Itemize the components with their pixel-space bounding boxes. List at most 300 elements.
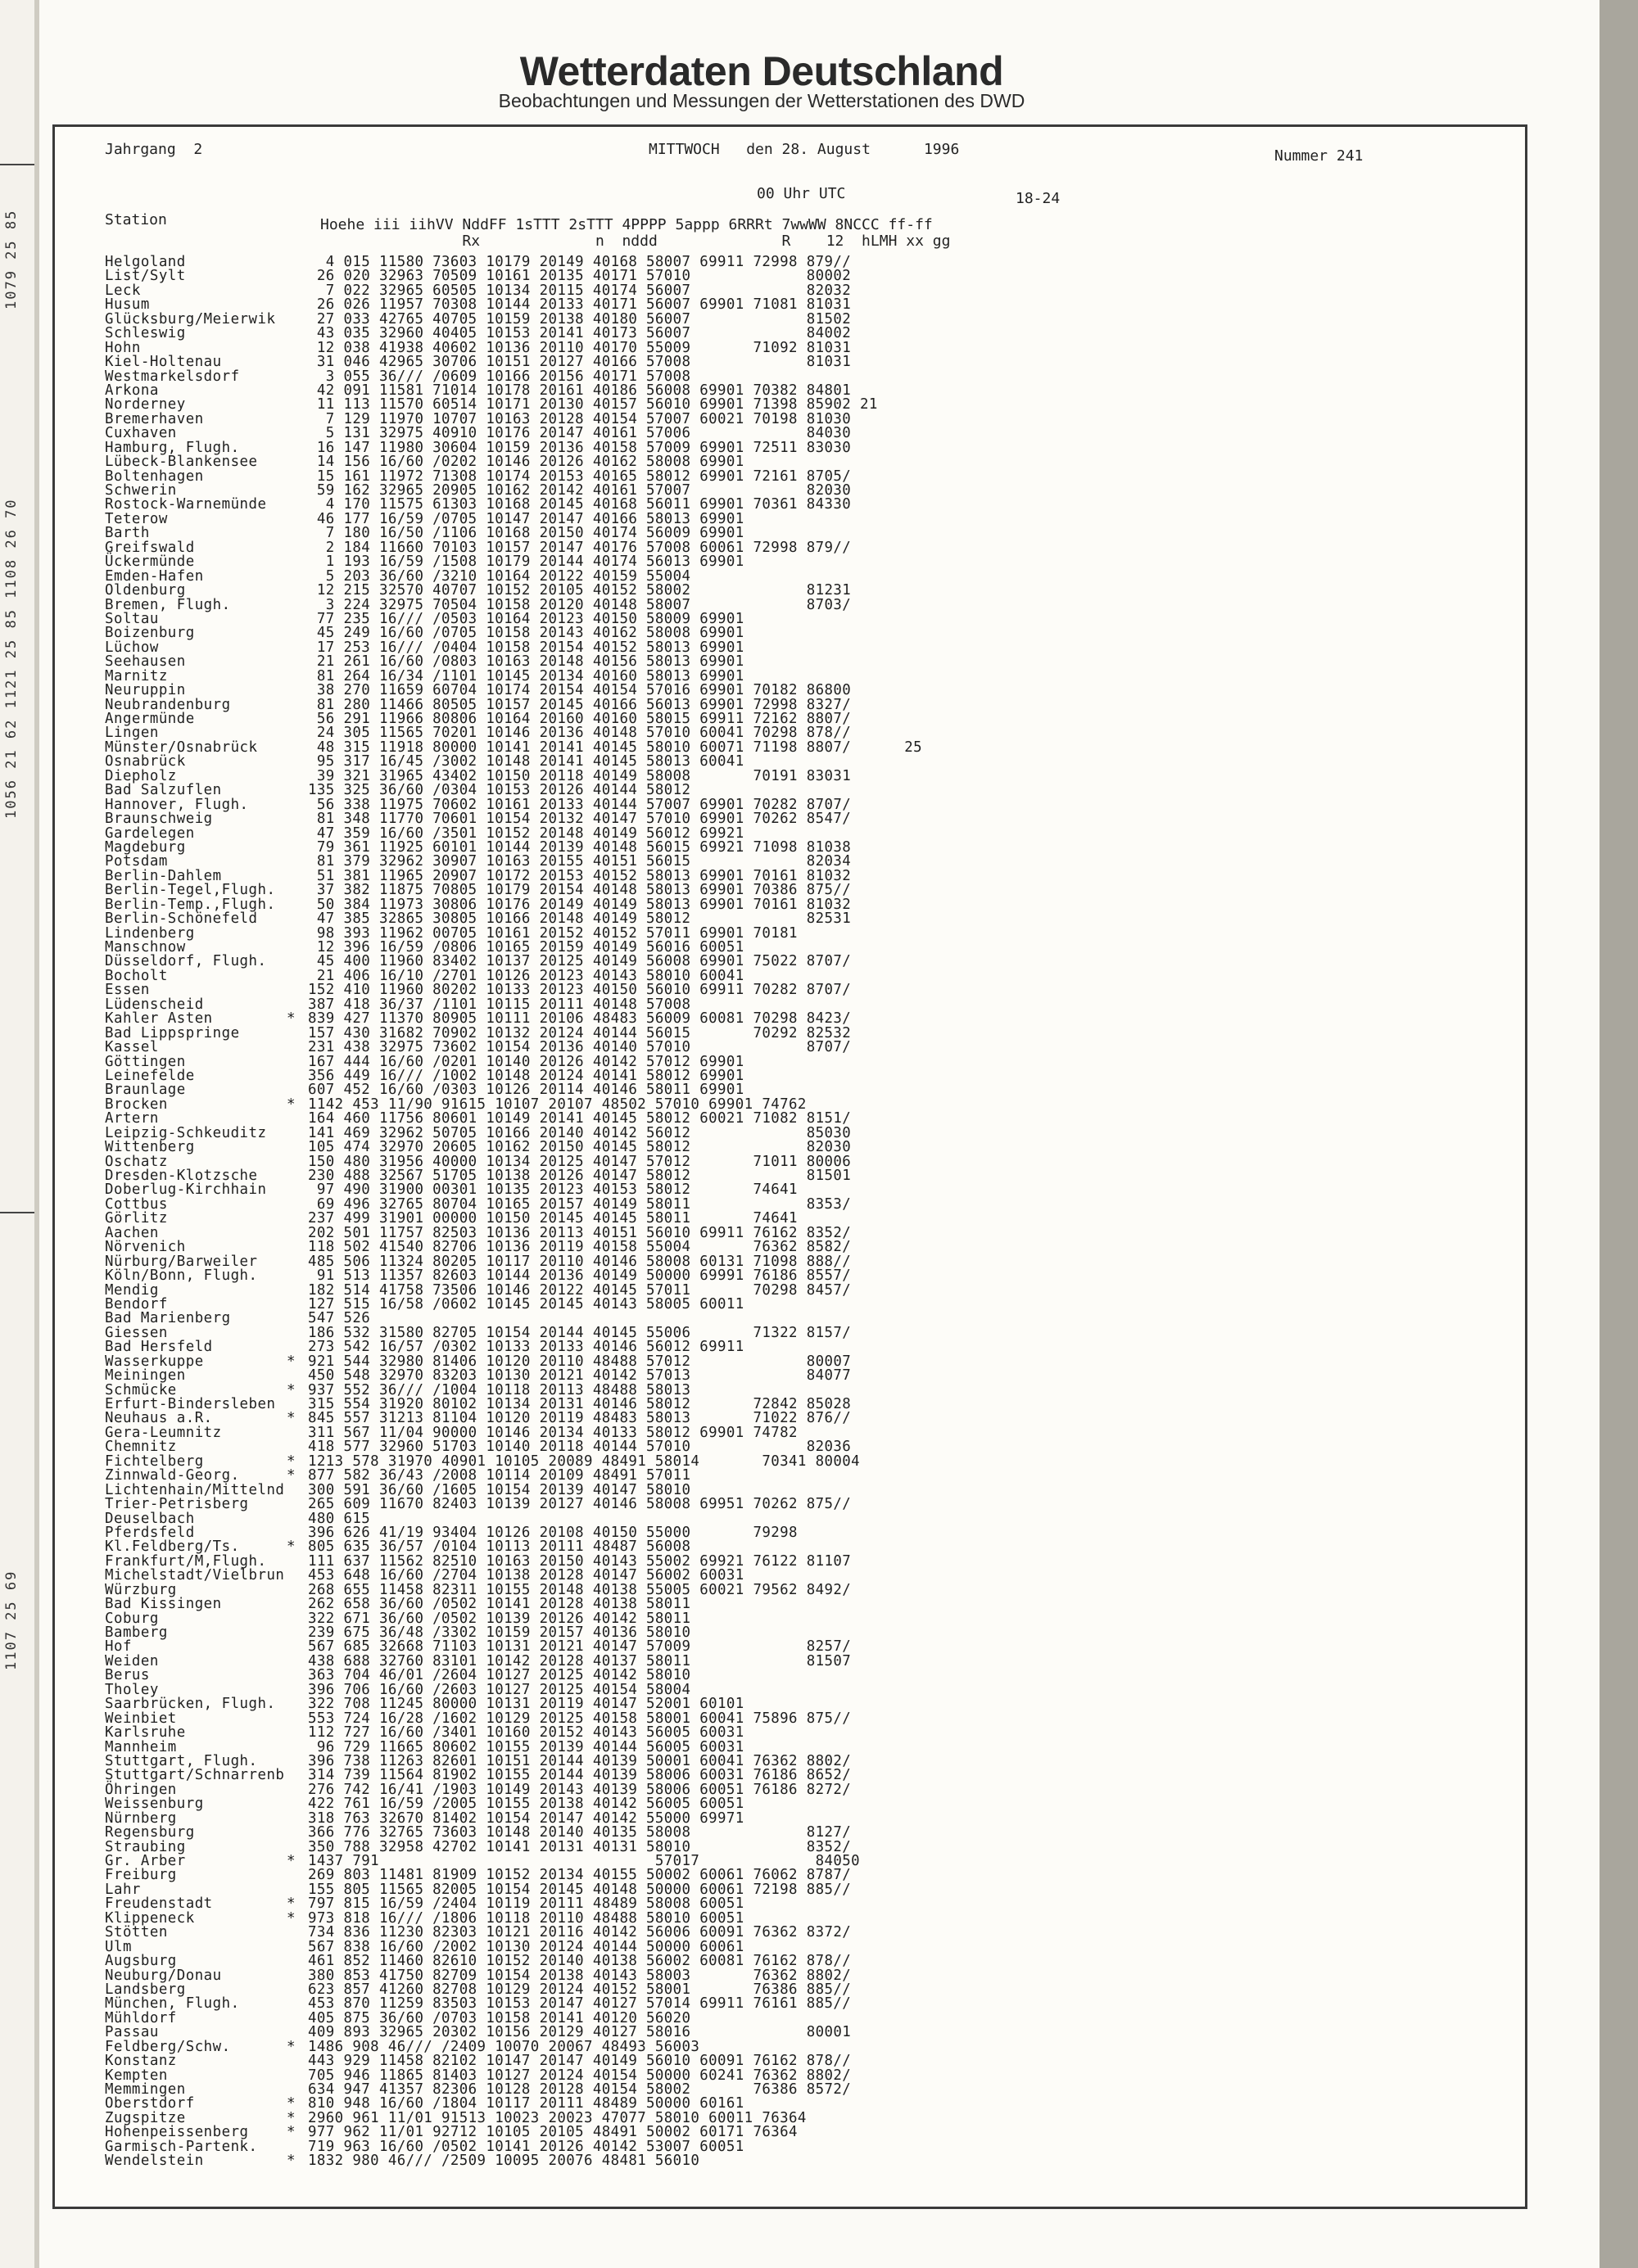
station-name: Osnabrück bbox=[105, 753, 186, 770]
period-header: 18-24 bbox=[1016, 190, 1061, 207]
station-name: Lübeck-Blankensee bbox=[105, 454, 258, 471]
station-name: Passau bbox=[105, 2024, 159, 2041]
station-name: Weinbiet bbox=[105, 1710, 177, 1727]
station-name: Stuttgart/Schnarrenb bbox=[105, 1767, 285, 1784]
station-values: 77 235 16/// /0503 10164 20123 40150 58009 69901 bbox=[308, 610, 744, 627]
table-row bbox=[105, 1926, 1079, 1940]
station-name: Gera-Leumnitz bbox=[105, 1424, 222, 1441]
station-values: 810 948 16/60 /1804 10117 20111 48489 50000 60161 bbox=[308, 2095, 744, 2112]
station-values: 634 947 41357 82306 10128 20128 40154 58002 76386 8572/ bbox=[308, 2081, 852, 2098]
station-values: 567 838 16/60 /2002 10130 20124 40144 50000 60061 bbox=[308, 1938, 744, 1955]
station-name: Norderney bbox=[105, 396, 186, 413]
station-values: 1486 908 46/// /2409 10070 20067 48493 56003 bbox=[308, 2038, 700, 2055]
station-name: Leck bbox=[105, 282, 141, 299]
side-number: 1056 21 62 1121 25 85 1108 26 70 bbox=[3, 498, 20, 819]
station-name: Coburg bbox=[105, 1610, 159, 1627]
station-values: 480 615 bbox=[308, 1510, 371, 1527]
station-values: 186 532 31580 82705 10154 20144 40145 55006 71322 8157/ bbox=[308, 1324, 852, 1341]
station-values: 1437 791 57017 84050 bbox=[308, 1853, 860, 1869]
station-values: 705 946 11865 81403 10127 20124 40154 50000 60241 76362 8802/ bbox=[308, 2067, 852, 2084]
station-values: 91 513 11357 82603 10144 20136 40149 50000 69991 76186 8557/ bbox=[308, 1267, 852, 1285]
station-values: 152 410 11960 80202 10133 20123 40150 56010 69911 70282 8707/ bbox=[308, 982, 852, 999]
station-name: Hohn bbox=[105, 339, 141, 356]
station-name: Schwerin bbox=[105, 482, 177, 499]
station-name: Bad Lippspringe bbox=[105, 1024, 240, 1041]
station-values: 7 022 32965 60505 10134 20115 40174 56007 82032 bbox=[308, 282, 852, 299]
station-name: Nürburg/Barweiler bbox=[105, 1253, 258, 1270]
station-values: 14 156 16/60 /0202 10146 20126 40162 58008 69901 bbox=[308, 454, 744, 471]
station-values: 45 249 16/60 /0705 10158 20143 40162 58008 69901 bbox=[308, 625, 744, 642]
side-divider bbox=[0, 1212, 34, 1213]
table-row bbox=[105, 1726, 1079, 1740]
station-values: 839 427 11370 80905 10111 20106 48483 56009 60081 70298 8423/ bbox=[308, 1010, 852, 1028]
station-values: 2 184 11660 70103 10157 20147 40176 57008 60061 72998 879// bbox=[308, 539, 852, 556]
station-name: Leinefelde bbox=[105, 1067, 195, 1084]
station-values: 273 542 16/57 /0302 10133 20133 40146 56012 69911 bbox=[308, 1339, 744, 1356]
station-values: 356 449 16/// /1002 10148 20124 40141 58012 69901 bbox=[308, 1067, 744, 1084]
station-values: 12 396 16/59 /0806 10165 20159 40149 56016 60051 bbox=[308, 939, 744, 956]
station-values: 977 962 11/01 92712 10105 20105 48491 50002 60171 76364 bbox=[308, 2124, 798, 2141]
station-name: Husum bbox=[105, 296, 150, 314]
station-name: Barth bbox=[105, 525, 150, 542]
page-subtitle: Beobachtungen und Messungen der Wetterstationen des DWD bbox=[498, 90, 1025, 111]
station-name: Berlin-Dahlem bbox=[105, 867, 222, 884]
table-row bbox=[105, 2054, 1079, 2068]
station-name: Stötten bbox=[105, 1924, 168, 1941]
station-values: 396 738 11263 82601 10151 20144 40139 50001 60041 76362 8802/ bbox=[308, 1752, 852, 1769]
table-row bbox=[105, 455, 1079, 469]
station-values: 1832 980 46/// /2509 10095 20076 48481 56010 bbox=[308, 2153, 700, 2170]
station-values: 150 480 31956 40000 10134 20125 40147 57012 71011 80006 bbox=[308, 1153, 852, 1170]
side-number: 1107 25 69 bbox=[3, 1570, 20, 1670]
station-values: 81 280 11466 80505 10157 20145 40166 56013 69901 72998 8327/ bbox=[308, 696, 852, 713]
station-values: 363 704 46/01 /2604 10127 20125 40142 58010 bbox=[308, 1667, 691, 1684]
table-row bbox=[105, 684, 1079, 698]
station-name: Seehausen bbox=[105, 653, 186, 671]
table-row bbox=[105, 1240, 1079, 1254]
station-values: 164 460 11756 80601 10149 20141 40145 58012 60021 71082 8151/ bbox=[308, 1110, 852, 1127]
station-name: Ückermünde bbox=[105, 553, 195, 571]
station-values: 135 325 36/60 /0304 10153 20126 40144 58012 bbox=[308, 782, 691, 799]
station-name: Wendelstein bbox=[105, 2153, 204, 2170]
station-name: List/Sylt bbox=[105, 268, 186, 285]
station-name: Hamburg, Flugh. bbox=[105, 439, 240, 456]
side-number: 1079 25 85 bbox=[3, 209, 20, 309]
station-name: Öhringen bbox=[105, 1781, 177, 1798]
station-name: Straubing bbox=[105, 1838, 186, 1855]
station-values: 366 776 32765 73603 10148 20140 40135 58008 8127/ bbox=[308, 1824, 852, 1841]
station-name: Soltau bbox=[105, 610, 159, 627]
station-values: 396 626 41/19 93404 10126 20108 40150 55000 79298 bbox=[308, 1524, 798, 1541]
table-row bbox=[105, 1469, 1079, 1483]
station-name: Bremerhaven bbox=[105, 410, 204, 427]
station-name: Fichtelberg bbox=[105, 1453, 204, 1470]
station-name: Köln/Bonn, Flugh. bbox=[105, 1267, 258, 1285]
station-values: 262 658 36/60 /0502 10141 20128 40138 58011 bbox=[308, 1596, 691, 1613]
station-name: Landsberg bbox=[105, 1981, 186, 1998]
column-headers: Hoehe iii iihVV NddFF 1sTTT 2sTTT 4PPPP 5appp 6RRRt 7wwWW 8NCCC ff-ff bbox=[320, 216, 933, 233]
station-values: 405 875 36/60 /0703 10158 20141 40120 56020 bbox=[308, 2009, 691, 2026]
station-name: Angermünde bbox=[105, 711, 195, 727]
station-name: Zinnwald-Georg. bbox=[105, 1467, 240, 1484]
station-name: Lahr bbox=[105, 1881, 141, 1898]
station-values: 127 515 16/58 /0602 10145 20145 40143 58005 60011 bbox=[308, 1295, 744, 1312]
station-name: Feldberg/Schw. bbox=[105, 2038, 231, 2055]
table-row bbox=[105, 584, 1079, 598]
station-values: 450 548 32970 83203 10130 20121 40142 57013 84077 bbox=[308, 1367, 852, 1385]
station-values: 12 038 41938 40602 10136 20110 40170 55009 71092 81031 bbox=[308, 339, 852, 356]
station-values: 418 577 32960 51703 10140 20118 40144 57010 82036 bbox=[308, 1439, 852, 1456]
station-values: 97 490 31900 00301 10135 20123 40153 58012 74641 bbox=[308, 1181, 798, 1199]
station-values: 269 803 11481 81909 10152 20134 40155 50002 60061 76062 8787/ bbox=[308, 1867, 852, 1884]
station-name: Weiden bbox=[105, 1652, 159, 1669]
station-values: 314 739 11564 81902 10155 20144 40139 58006 60031 76186 8652/ bbox=[308, 1767, 852, 1784]
station-name: Würzburg bbox=[105, 1581, 177, 1598]
station-name: Braunlage bbox=[105, 1082, 186, 1099]
station-values: 46 177 16/59 /0705 10147 20147 40166 58013 69901 bbox=[308, 510, 744, 527]
station-values: 26 026 11957 70308 10144 20133 40171 56007 69901 71081 81031 bbox=[308, 296, 852, 314]
station-values: 2960 961 11/01 91513 10023 20023 47077 58010 60011 76364 bbox=[308, 2109, 807, 2126]
station-name: Berlin-Temp.,Flugh. bbox=[105, 896, 276, 913]
station-name: Lingen bbox=[105, 725, 159, 742]
station-values: 45 400 11960 83402 10137 20125 40149 56008 69901 75022 8707/ bbox=[308, 953, 852, 970]
station-name: Nürnberg bbox=[105, 1809, 177, 1827]
station-values: 265 609 11670 82403 10139 20127 40146 58008 69951 70262 875// bbox=[308, 1496, 852, 1513]
station-values: 318 763 32670 81402 10154 20147 40142 55000 69971 bbox=[308, 1809, 744, 1827]
station-name: Cottbus bbox=[105, 1195, 168, 1213]
station-name: Doberlug-Kirchhain bbox=[105, 1181, 267, 1199]
station-name: Berus bbox=[105, 1667, 150, 1684]
station-name: Kempten bbox=[105, 2067, 168, 2084]
station-values: 453 648 16/60 /2704 10138 20128 40147 56002 60031 bbox=[308, 1567, 744, 1584]
station-name: Boltenhagen bbox=[105, 468, 204, 485]
mountain-station-marker: * bbox=[287, 1096, 296, 1113]
station-values: 37 382 11875 70805 10179 20154 40148 58013 69901 70386 875// bbox=[308, 882, 852, 899]
station-values: 350 788 32958 42702 10141 20131 40131 58010 8352/ bbox=[308, 1838, 852, 1855]
table-row bbox=[105, 1597, 1079, 1611]
mountain-station-marker: * bbox=[287, 1467, 296, 1484]
station-values: 141 469 32962 50705 10166 20140 40142 56012 85030 bbox=[308, 1124, 852, 1141]
station-values: 311 567 11/04 90000 10146 20134 40133 58012 69901 74782 bbox=[308, 1424, 798, 1441]
station-name: Neubrandenburg bbox=[105, 696, 231, 713]
station-values: 387 418 36/37 /1101 10115 20111 40148 57008 bbox=[308, 996, 691, 1013]
station-values: 797 815 16/59 /2404 10119 20111 48489 58008 60051 bbox=[308, 1895, 744, 1913]
station-values: 27 033 42765 40705 10159 20138 40180 56007 81502 bbox=[308, 310, 852, 328]
station-values: 443 929 11458 82102 10147 20147 40149 56010 60091 76162 878// bbox=[308, 2053, 852, 2070]
station-name: Meiningen bbox=[105, 1367, 186, 1385]
station-name: Mühldorf bbox=[105, 2009, 177, 2026]
station-values: 805 635 36/57 /0104 10113 20111 48487 56008 bbox=[308, 1538, 691, 1556]
station-values: 12 215 32570 40707 10152 20105 40152 58002 81231 bbox=[308, 582, 852, 599]
station-values: 24 305 11565 70201 10146 20136 40148 57010 60041 70298 878// bbox=[308, 725, 852, 742]
station-name: Memmingen bbox=[105, 2081, 186, 2098]
station-name: Helgoland bbox=[105, 254, 186, 270]
station-values: 43 035 32960 40405 10153 20141 40173 56007 84002 bbox=[308, 325, 852, 342]
station-values: 59 162 32965 20905 10162 20142 40161 57007 82030 bbox=[308, 482, 852, 499]
station-values: 118 502 41540 82706 10136 20119 40158 55004 76362 8582/ bbox=[308, 1239, 852, 1256]
table-row bbox=[105, 555, 1079, 569]
station-values: 438 688 32760 83101 10142 20128 40137 58011 81507 bbox=[308, 1652, 852, 1669]
station-values: 51 381 11965 20907 10172 20153 40152 58013 69901 70161 81032 bbox=[308, 867, 852, 884]
station-name: Kahler Asten bbox=[105, 1010, 213, 1028]
station-name: Saarbrücken, Flugh. bbox=[105, 1696, 276, 1713]
date-label: MITTWOCH den 28. August 1996 bbox=[649, 141, 960, 158]
table-row bbox=[105, 1954, 1079, 1968]
station-name: Bad Hersfeld bbox=[105, 1339, 213, 1356]
station-name: Glücksburg/Meierwik bbox=[105, 310, 276, 328]
station-name: Berlin-Schönefeld bbox=[105, 910, 258, 928]
station-table bbox=[105, 255, 1079, 2169]
station-values: 48 315 11918 80000 10141 20141 40145 58010 60071 71198 8807/ 25 bbox=[308, 739, 923, 756]
station-name: Zugspitze bbox=[105, 2109, 186, 2126]
station-values: 112 727 16/60 /3401 10160 20152 40143 56005 60031 bbox=[308, 1724, 744, 1742]
mountain-station-marker: * bbox=[287, 2095, 296, 2112]
station-name: Aachen bbox=[105, 1224, 159, 1241]
station-name: Kl.Feldberg/Ts. bbox=[105, 1538, 240, 1556]
station-values: 315 554 31920 80102 10134 20131 40146 58012 72842 85028 bbox=[308, 1396, 852, 1412]
station-values: 38 270 11659 60704 10174 20154 40154 57016 69901 70182 86800 bbox=[308, 682, 852, 699]
station-values: 300 591 36/60 /1605 10154 20139 40147 58010 bbox=[308, 1481, 691, 1498]
station-values: 547 526 bbox=[308, 1310, 371, 1327]
table-row bbox=[105, 812, 1079, 826]
station-name: Chemnitz bbox=[105, 1439, 177, 1456]
station-name: Freudenstadt bbox=[105, 1895, 213, 1913]
table-row bbox=[105, 784, 1079, 797]
mountain-station-marker: * bbox=[287, 2109, 296, 2126]
table-row bbox=[105, 1369, 1079, 1383]
station-values: 239 675 36/48 /3302 10159 20157 40136 58010 bbox=[308, 1624, 691, 1641]
station-values: 845 557 31213 81104 10120 20119 48483 58013 71022 876// bbox=[308, 1410, 852, 1427]
jahrgang-label: Jahrgang 2 bbox=[105, 141, 203, 158]
station-values: 5 131 32975 40910 10176 20147 40161 57006 84030 bbox=[308, 425, 852, 442]
station-values: 155 805 11565 82005 10154 20145 40148 50000 60061 72198 885// bbox=[308, 1881, 852, 1898]
station-values: 1142 453 11/90 91615 10107 20107 48502 57010 69901 74762 bbox=[308, 1096, 807, 1113]
station-values: 973 818 16/// /1806 10118 20110 48488 58010 60051 bbox=[308, 1909, 744, 1927]
station-values: 31 046 42965 30706 10151 20127 40166 57008 81031 bbox=[308, 354, 852, 371]
station-values: 17 253 16/// /0404 10158 20154 40152 58013 69901 bbox=[308, 639, 744, 656]
issue-number: Nummer 241 bbox=[1274, 147, 1364, 165]
mountain-station-marker: * bbox=[287, 1010, 296, 1028]
station-name: Gr. Arber bbox=[105, 1853, 186, 1869]
station-name: Görlitz bbox=[105, 1210, 168, 1227]
mountain-station-marker: * bbox=[287, 1453, 296, 1470]
station-values: 5 203 36/60 /3210 10164 20122 40159 55004 bbox=[308, 567, 691, 585]
station-name: Bad Salzuflen bbox=[105, 782, 222, 799]
station-name: Potsdam bbox=[105, 853, 168, 870]
station-name: Schmücke bbox=[105, 1381, 177, 1398]
station-name: Berlin-Tegel,Flugh. bbox=[105, 882, 276, 899]
station-name: Oberstdorf bbox=[105, 2095, 195, 2112]
station-name: Mendig bbox=[105, 1281, 159, 1299]
station-name: Stuttgart, Flugh. bbox=[105, 1752, 258, 1769]
station-name: Neuburg/Donau bbox=[105, 1967, 222, 1984]
station-values: 157 430 31682 70902 10132 20124 40144 56015 70292 82532 bbox=[308, 1024, 852, 1041]
station-name: Trier-Petrisberg bbox=[105, 1496, 249, 1513]
station-name: Augsburg bbox=[105, 1953, 177, 1970]
station-name: Freiburg bbox=[105, 1867, 177, 1884]
station-name: Giessen bbox=[105, 1324, 168, 1341]
station-values: 1 193 16/59 /1508 10179 20144 40174 56013 69901 bbox=[308, 553, 744, 571]
station-values: 39 321 31965 43402 10150 20118 40149 58008 70191 83031 bbox=[308, 767, 852, 784]
station-values: 7 129 11970 10707 10163 20128 40154 57007 60021 70198 81030 bbox=[308, 410, 852, 427]
station-values: 69 496 32765 80704 10165 20157 40149 58011 8353/ bbox=[308, 1195, 852, 1213]
station-values: 105 474 32970 20605 10162 20150 40145 58012 82030 bbox=[308, 1139, 852, 1156]
station-name: Magdeburg bbox=[105, 838, 186, 856]
table-row bbox=[105, 1041, 1079, 1055]
binding-strip bbox=[0, 0, 36, 2268]
station-name: Mannheim bbox=[105, 1738, 177, 1755]
book-edge bbox=[1600, 0, 1638, 2268]
station-values: 921 544 32980 81406 10120 20110 48488 57012 80007 bbox=[308, 1353, 852, 1370]
station-values: 567 685 32668 71103 10131 20121 40147 57009 8257/ bbox=[308, 1638, 852, 1656]
station-values: 3 224 32975 70504 10158 20120 40148 58007 8703/ bbox=[308, 596, 852, 613]
station-values: 26 020 32963 70509 10161 20135 40171 57010 80002 bbox=[308, 268, 852, 285]
station-values: 734 836 11230 82303 10121 20116 40142 56006 60091 76362 8372/ bbox=[308, 1924, 852, 1941]
station-name: Tholey bbox=[105, 1681, 159, 1698]
station-name: Deuselbach bbox=[105, 1510, 195, 1527]
station-values: 623 857 41260 82708 10129 20124 40152 58001 76386 885// bbox=[308, 1981, 852, 1998]
station-name: Arkona bbox=[105, 382, 159, 399]
station-values: 47 359 16/60 /3501 10152 20148 40149 56012 69921 bbox=[308, 825, 744, 842]
station-values: 56 338 11975 70602 10161 20133 40144 57007 69901 70282 8707/ bbox=[308, 796, 852, 813]
station-values: 79 361 11925 60101 10144 20139 40148 56015 69921 71098 81038 bbox=[308, 838, 852, 856]
station-values: 322 708 11245 80000 10131 20119 40147 52001 60101 bbox=[308, 1696, 744, 1713]
mountain-station-marker: * bbox=[287, 2038, 296, 2055]
station-name: Westmarkelsdorf bbox=[105, 368, 240, 385]
mountain-station-marker: * bbox=[287, 1853, 296, 1869]
station-name: Hannover, Flugh. bbox=[105, 796, 249, 813]
station-name: Garmisch-Partenk. bbox=[105, 2138, 258, 2155]
station-values: 422 761 16/59 /2005 10155 20138 40142 56005 60051 bbox=[308, 1796, 744, 1813]
station-values: 607 452 16/60 /0303 10126 20114 40146 58011 69901 bbox=[308, 1082, 744, 1099]
station-values: 16 147 11980 30604 10159 20136 40158 57009 69901 72511 83030 bbox=[308, 439, 852, 456]
station-name: Marnitz bbox=[105, 667, 168, 684]
station-name: Bad Kissingen bbox=[105, 1596, 222, 1613]
mountain-station-marker: * bbox=[287, 1381, 296, 1398]
station-values: 276 742 16/41 /1903 10149 20143 40139 58006 60051 76186 8272/ bbox=[308, 1781, 852, 1798]
station-name: Regensburg bbox=[105, 1824, 195, 1841]
station-name: Göttingen bbox=[105, 1053, 186, 1070]
station-values: 231 438 32975 73602 10154 20136 40140 57010 8707/ bbox=[308, 1039, 852, 1056]
side-box-top bbox=[0, 0, 34, 165]
station-name: Erfurt-Bindersleben bbox=[105, 1396, 276, 1412]
station-name: Frankfurt/M,Flugh. bbox=[105, 1552, 267, 1570]
table-row bbox=[105, 1141, 1079, 1154]
station-name: Rostock-Warnemünde bbox=[105, 496, 267, 513]
station-values: 1213 578 31970 40901 10105 20089 48491 58014 70341 80004 bbox=[308, 1453, 860, 1470]
station-values: 98 393 11962 00705 10161 20152 40152 57011 69901 70181 bbox=[308, 924, 798, 942]
station-name: Michelstadt/Vielbrun bbox=[105, 1567, 285, 1584]
station-values: 396 706 16/60 /2603 10127 20125 40154 58004 bbox=[308, 1681, 691, 1698]
station-values: 3 055 36/// /0609 10166 20156 40171 57008 bbox=[308, 368, 691, 385]
time-header: 00 Uhr UTC bbox=[757, 185, 846, 202]
station-name: Oschatz bbox=[105, 1153, 168, 1170]
table-row bbox=[105, 1498, 1079, 1511]
station-values: 81 379 32962 30907 10163 20155 40151 56015 82034 bbox=[308, 853, 852, 870]
station-name: Diepholz bbox=[105, 767, 177, 784]
station-values: 42 091 11581 71014 10178 20161 40186 56008 69901 70382 84801 bbox=[308, 382, 852, 399]
station-values: 553 724 16/28 /1602 10129 20125 40158 58001 60041 75896 875// bbox=[308, 1710, 852, 1727]
station-name: Brocken bbox=[105, 1096, 168, 1113]
station-values: 409 893 32965 20302 10156 20129 40127 58016 80001 bbox=[308, 2024, 852, 2041]
station-values: 15 161 11972 71308 10174 20153 40165 58012 69901 72161 8705/ bbox=[308, 468, 852, 485]
station-values: 111 637 11562 82510 10163 20150 40143 55002 69921 76122 81107 bbox=[308, 1552, 852, 1570]
station-values: 937 552 36/// /1004 10118 20113 48488 58013 bbox=[308, 1381, 691, 1398]
station-name: Bamberg bbox=[105, 1624, 168, 1641]
station-name: Artern bbox=[105, 1110, 159, 1127]
table-row bbox=[105, 327, 1079, 341]
page-title: Wetterdaten Deutschland bbox=[519, 48, 1004, 94]
table-row bbox=[105, 1012, 1079, 1026]
station-name: Lüchow bbox=[105, 639, 159, 656]
station-name: Teterow bbox=[105, 510, 168, 527]
station-values: 21 406 16/10 /2701 10126 20123 40143 58010 60041 bbox=[308, 967, 744, 984]
mountain-station-marker: * bbox=[287, 1353, 296, 1370]
station-values: 11 113 11570 60514 10171 20130 40157 56010 69901 71398 85902 21 bbox=[308, 396, 878, 413]
station-values: 56 291 11966 80806 10164 20160 40160 58015 69911 72162 8807/ bbox=[308, 711, 852, 727]
station-name: Klippeneck bbox=[105, 1909, 195, 1927]
station-name: Wittenberg bbox=[105, 1139, 195, 1156]
mountain-station-marker: * bbox=[287, 2124, 296, 2141]
station-name: Dresden-Klotzsche bbox=[105, 1168, 258, 1184]
station-name: Pferdsfeld bbox=[105, 1524, 195, 1541]
station-name: Bremen, Flugh. bbox=[105, 596, 231, 613]
station-name: Schleswig bbox=[105, 325, 186, 342]
station-values: 4 015 11580 73603 10179 20149 40168 58007 69911 72998 879// bbox=[308, 254, 852, 270]
station-name: Düsseldorf, Flugh. bbox=[105, 953, 267, 970]
mountain-station-marker: * bbox=[287, 1538, 296, 1556]
station-name: Neuhaus a.R. bbox=[105, 1410, 213, 1427]
table-row bbox=[105, 1697, 1079, 1711]
station-values: 50 384 11973 30806 10176 20149 40149 58013 69901 70161 81032 bbox=[308, 896, 852, 913]
station-values: 461 852 11460 82610 10152 20140 40138 56002 60081 76162 878// bbox=[308, 1953, 852, 1970]
station-name: Lüdenscheid bbox=[105, 996, 204, 1013]
station-values: 268 655 11458 82311 10155 20148 40138 55005 60021 79562 8492/ bbox=[308, 1581, 852, 1598]
station-name: München, Flugh. bbox=[105, 1995, 240, 2013]
station-values: 230 488 32567 51705 10138 20126 40147 58012 81501 bbox=[308, 1168, 852, 1184]
table-row bbox=[105, 1295, 1079, 1312]
station-name: Leipzig-Schkeuditz bbox=[105, 1124, 267, 1141]
station-values: 719 963 16/60 /0502 10141 20126 40142 53007 60051 bbox=[308, 2138, 744, 2155]
table-row bbox=[105, 1269, 1079, 1283]
station-values: 877 582 36/43 /2008 10114 20109 48491 57011 bbox=[308, 1467, 691, 1484]
station-name: Weissenburg bbox=[105, 1796, 204, 1813]
station-name: Neuruppin bbox=[105, 682, 186, 699]
station-name: Konstanz bbox=[105, 2053, 177, 2070]
station-name: Oldenburg bbox=[105, 582, 186, 599]
station-name: Wasserkuppe bbox=[105, 1353, 204, 1370]
station-values: 95 317 16/45 /3002 10148 20141 40145 58013 60041 bbox=[308, 753, 744, 770]
station-values: 21 261 16/60 /0803 10163 20148 40156 58013 69901 bbox=[308, 653, 744, 671]
table-row bbox=[105, 1826, 1079, 1840]
station-name: Cuxhaven bbox=[105, 425, 177, 442]
station-name: Kiel-Holtenau bbox=[105, 354, 222, 371]
station-values: 81 264 16/34 /1101 10145 20134 40160 58013 69901 bbox=[308, 667, 744, 684]
mountain-station-marker: * bbox=[287, 1909, 296, 1927]
mountain-station-marker: * bbox=[287, 1410, 296, 1427]
station-name: Karlsruhe bbox=[105, 1724, 186, 1742]
station-name: Lindenberg bbox=[105, 924, 195, 942]
table-row bbox=[105, 912, 1079, 926]
station-name: Braunschweig bbox=[105, 811, 213, 828]
station-name: Essen bbox=[105, 982, 150, 999]
station-name: Manschnow bbox=[105, 939, 186, 956]
station-values: 453 870 11259 83503 10153 20147 40127 57014 69911 76161 885// bbox=[308, 1995, 852, 2013]
station-values: 202 501 11757 82503 10136 20113 40151 56010 69911 76162 8352/ bbox=[308, 1224, 852, 1241]
station-values: 182 514 41758 73506 10146 20122 40145 57011 70298 8457/ bbox=[308, 1281, 852, 1299]
station-values: 380 853 41750 82709 10154 20138 40143 58003 76362 8802/ bbox=[308, 1967, 852, 1984]
mountain-station-marker: * bbox=[287, 1895, 296, 1913]
